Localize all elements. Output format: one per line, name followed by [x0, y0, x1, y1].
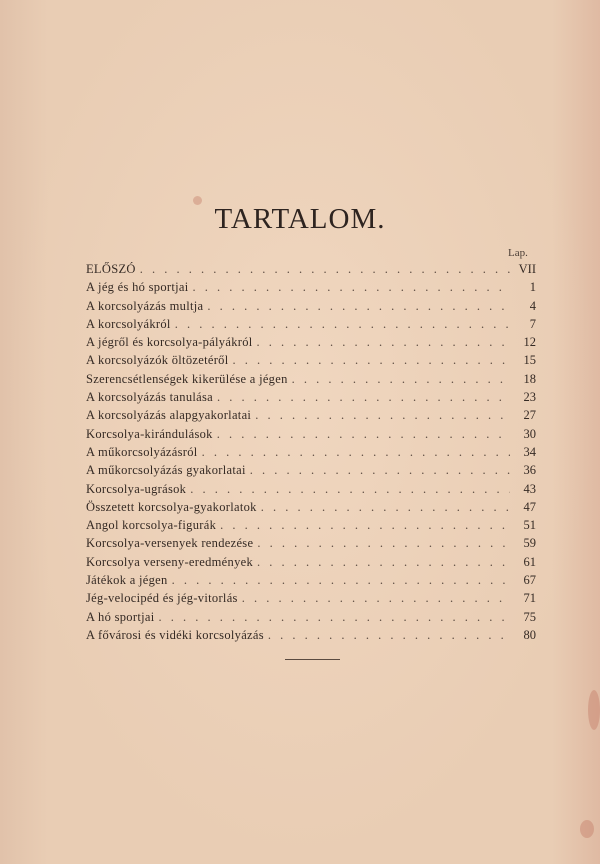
dot-leader: [202, 443, 510, 461]
toc-entry: [86, 315, 536, 333]
dot-leader: [261, 498, 510, 516]
dot-leader: [232, 351, 510, 369]
dot-leader: [268, 626, 510, 644]
toc-entry-title: A korcsolyákról: [86, 316, 171, 331]
toc-entry-page-number: 71: [523, 591, 536, 606]
toc-entry: [86, 260, 536, 278]
toc-entry-title: Szerencsétlenségek kikerülése a jégen: [86, 371, 288, 386]
toc-entry-title: A korcsolyázás tanulása: [86, 390, 213, 405]
toc-entry-page-number: 4: [529, 298, 536, 313]
toc-entry-page-number: 43: [523, 481, 536, 496]
toc-entry-page-number: 1: [529, 280, 536, 295]
toc-entry-title: Összetett korcsolya-gyakorlatok: [86, 499, 257, 514]
toc-entry-page-number: 67: [523, 573, 536, 588]
dot-leader: [255, 406, 510, 424]
toc-entry-page-number: 12: [523, 335, 536, 350]
dot-leader: [193, 278, 510, 296]
dot-leader: [140, 260, 510, 278]
toc-entry-page-number: 15: [523, 353, 536, 368]
dot-leader: [172, 571, 510, 589]
dot-leader: [250, 461, 510, 479]
table-of-contents: [86, 260, 536, 644]
toc-entry: [86, 461, 536, 479]
toc-entry: [86, 370, 536, 388]
toc-entry-title: A műkorcsolyázás gyakorlatai: [86, 463, 246, 478]
dot-leader: [257, 553, 510, 571]
toc-entry-title: Korcsolya-versenyek rendezése: [86, 536, 254, 551]
toc-entry-page-number: 51: [523, 518, 536, 533]
toc-entry-page-number: 18: [523, 371, 536, 386]
toc-entry-page-number: 47: [523, 499, 536, 514]
dot-leader: [207, 297, 510, 315]
toc-entry-title: A hó sportjai: [86, 609, 155, 624]
toc-entry-title: Jég-velocipéd és jég-vitorlás: [86, 591, 238, 606]
toc-entry: [86, 333, 536, 351]
toc-entry: [86, 589, 536, 607]
dot-leader: [217, 388, 510, 406]
toc-entry-title: A korcsolyázás multja: [86, 298, 204, 313]
dot-leader: [158, 608, 510, 626]
toc-entry-title: Korcsolya verseny-eredmények: [86, 554, 254, 569]
toc-entry: [86, 553, 536, 571]
toc-entry-title: A jégről és korcsolya-pályákról: [86, 335, 253, 350]
page-column-label: Lap.: [508, 247, 528, 259]
toc-entry: [86, 278, 536, 296]
toc-entry-page-number: 61: [523, 554, 536, 569]
dot-leader: [220, 516, 510, 534]
toc-entry-title: A műkorcsolyázásról: [86, 444, 198, 459]
page-title: TARTALOM.: [214, 203, 386, 235]
toc-entry: [86, 443, 536, 461]
toc-entry: [86, 480, 536, 498]
toc-entry-page-number: 75: [523, 609, 536, 624]
toc-entry-title: A fővárosi és vidéki korcsolyázás: [86, 627, 264, 642]
toc-entry-page-number: 30: [523, 426, 536, 441]
toc-entry-title: ELŐSZÓ: [86, 262, 136, 276]
toc-entry-page-number: 36: [523, 463, 536, 478]
divider-rule: [285, 659, 340, 660]
toc-entry: [86, 534, 536, 552]
toc-entry-page-number: 7: [529, 316, 536, 331]
toc-entry-page-number: 80: [523, 627, 536, 642]
dot-leader: [175, 315, 510, 333]
toc-entry-title: A korcsolyázók öltözetéről: [86, 353, 229, 368]
toc-entry: [86, 571, 536, 589]
dot-leader: [217, 425, 510, 443]
dot-leader: [242, 589, 510, 607]
toc-entry-title: A jég és hó sportjai: [86, 280, 189, 295]
toc-entry-title: Korcsolya-ugrások: [86, 481, 187, 496]
dot-leader: [190, 480, 510, 498]
toc-entry-page-number: 27: [523, 408, 536, 423]
toc-entry: [86, 388, 536, 406]
toc-entry: [86, 608, 536, 626]
dot-leader: [257, 333, 510, 351]
toc-entry-page-number: 59: [523, 536, 536, 551]
toc-entry-title: A korcsolyázás alapgyakorlatai: [86, 408, 252, 423]
toc-entry: [86, 425, 536, 443]
toc-entry: [86, 406, 536, 424]
toc-entry: [86, 498, 536, 516]
toc-entry-page-number: 34: [523, 444, 536, 459]
toc-entry-title: Korcsolya-kirándulások: [86, 426, 213, 441]
toc-entry: [86, 297, 536, 315]
toc-entry-page-number: VII: [518, 262, 536, 276]
toc-entry: [86, 516, 536, 534]
toc-entry-page-number: 23: [523, 390, 536, 405]
dot-leader: [292, 370, 510, 388]
paper-stain: [588, 690, 600, 730]
toc-entry: [86, 351, 536, 369]
paper-stain: [580, 820, 594, 838]
toc-entry-title: Angol korcsolya-figurák: [86, 518, 217, 533]
dot-leader: [257, 534, 510, 552]
toc-entry-title: Játékok a jégen: [86, 573, 168, 588]
toc-entry: [86, 626, 536, 644]
